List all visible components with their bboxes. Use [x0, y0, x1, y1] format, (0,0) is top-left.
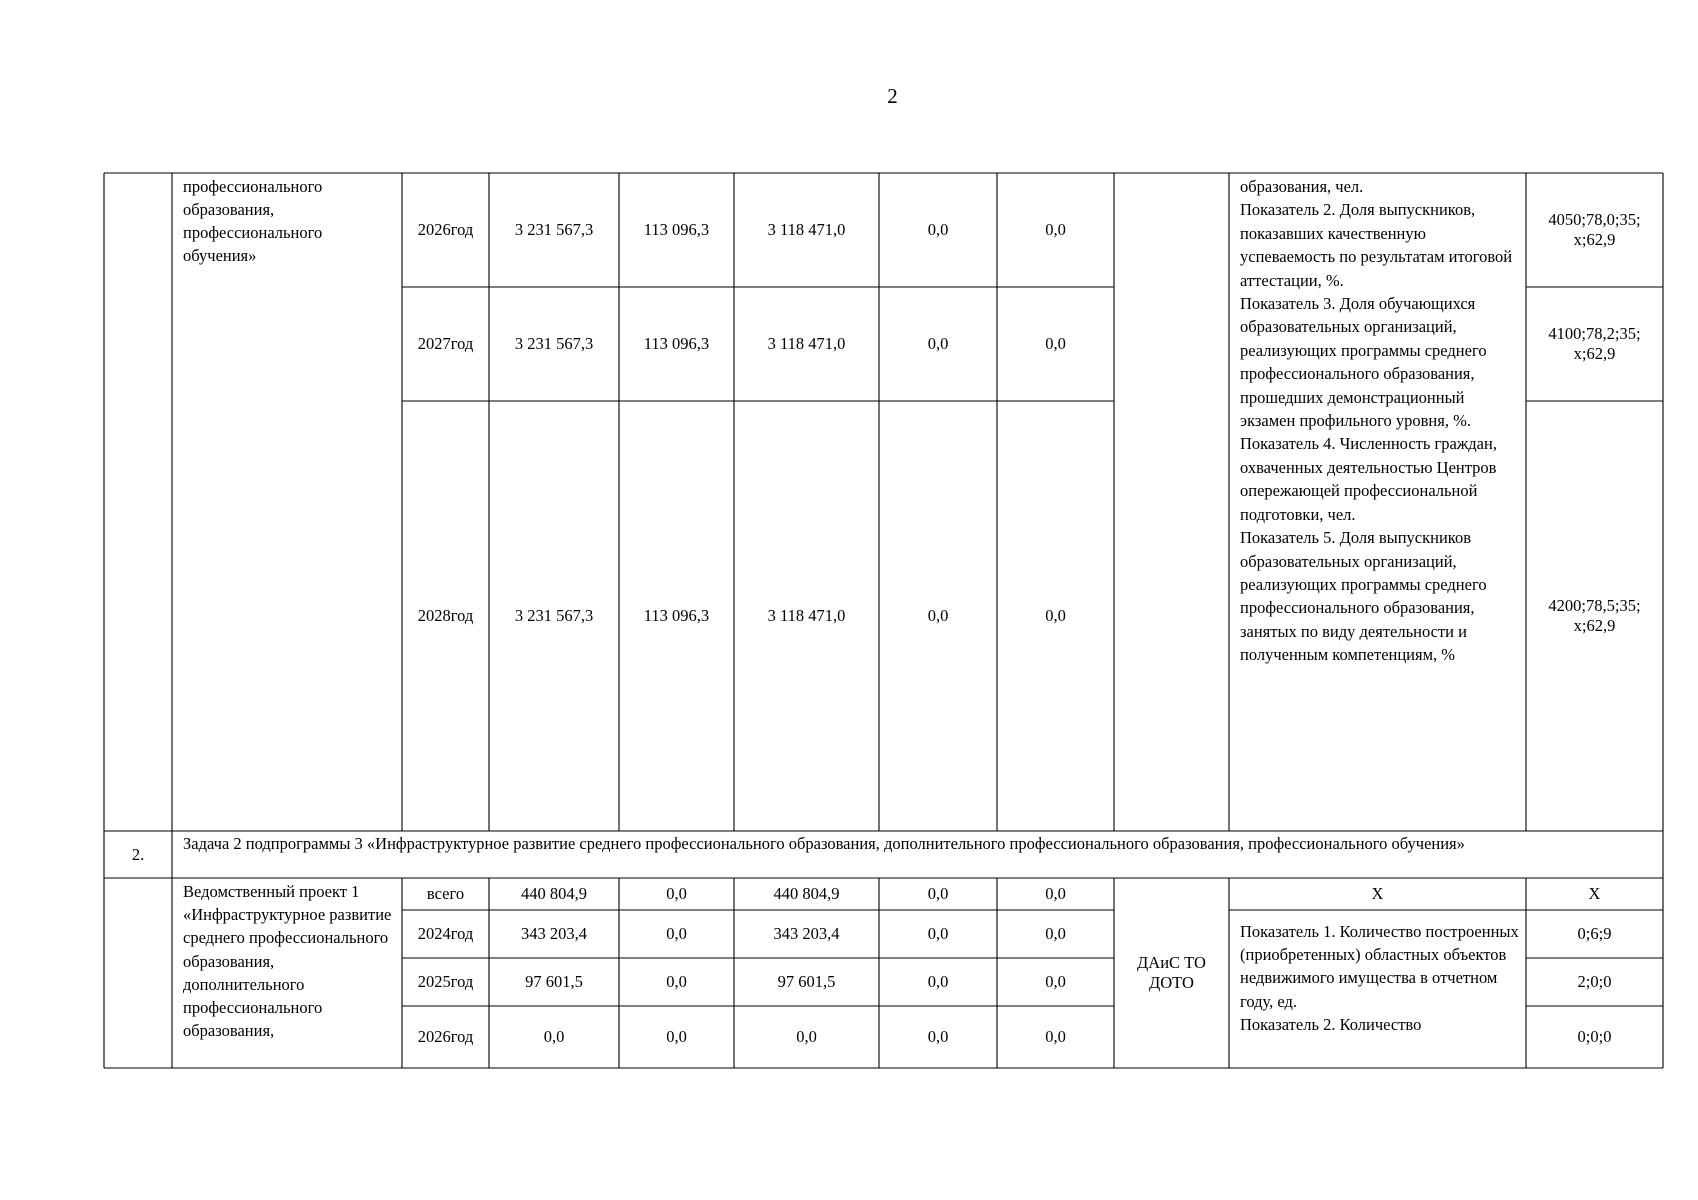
municipal-value: 0,0	[927, 972, 949, 992]
target-values: 0;0;0	[1577, 1027, 1612, 1047]
target-values: 4100;78,2;35; х;62,9	[1548, 323, 1641, 363]
municipal-value: 0,0	[927, 606, 949, 626]
other-value: 0,0	[1045, 606, 1066, 626]
other-value: 0,0	[1045, 884, 1066, 904]
municipal-value: 0,0	[927, 924, 949, 944]
regional-value: 3 118 471,0	[767, 606, 846, 626]
year-label: 2024	[417, 923, 451, 943]
page-number: 2	[887, 84, 898, 108]
regional-value: 3 118 471,0	[767, 334, 846, 354]
year-label: 2025	[417, 971, 451, 991]
year-unit: год	[450, 333, 474, 353]
project-name: Ведомственный проект 1 «Инфраструктурное развитие среднего профессионального образования, дополнительного профессионального образования,	[183, 882, 392, 1041]
target-header: Х	[1588, 884, 1601, 904]
other-value: 0,0	[1045, 334, 1066, 354]
regional-value: 97 601,5	[777, 972, 836, 992]
target-values: 0;6;9	[1577, 924, 1612, 944]
regional-value: 343 203,4	[773, 924, 840, 944]
task-number: 2.	[131, 844, 145, 864]
municipal-value: 0,0	[927, 220, 949, 240]
federal-value: 0,0	[666, 972, 687, 992]
year-label: 2028	[417, 605, 451, 625]
total-value: 97 601,5	[525, 972, 583, 992]
federal-value: 113 096,3	[643, 606, 710, 626]
other-value: 0,0	[1045, 220, 1066, 240]
indicators-header: Х	[1371, 884, 1384, 904]
year-unit: год	[450, 1026, 474, 1046]
year-unit: год	[450, 971, 474, 991]
total-value: 3 231 567,3	[514, 606, 594, 626]
other-value: 0,0	[1045, 972, 1066, 992]
year-label: 2027	[417, 333, 451, 353]
regional-value: 3 118 471,0	[767, 220, 846, 240]
target-values: 2;0;0	[1577, 972, 1612, 992]
total-value: 440 804,9	[521, 884, 587, 904]
other-value: 0,0	[1045, 1027, 1066, 1047]
federal-value: 113 096,3	[643, 334, 710, 354]
year-cell	[402, 910, 489, 958]
municipal-value: 0,0	[927, 884, 949, 904]
year-unit: год	[450, 219, 474, 239]
year-unit: год	[450, 923, 474, 943]
year-unit: год	[450, 605, 474, 625]
executor: ДАиС ТО ДОТО	[1137, 952, 1206, 992]
year-cell	[402, 958, 489, 1006]
total-value: 343 203,4	[521, 924, 587, 944]
total-value: 0,0	[543, 1027, 565, 1047]
indicators-text: образования, чел. Показатель 2. Доля выпускников, показавших качественную успеваемость по результатам итоговой аттестации, %. Показатель 3. Доля обучающихся образовательных организаций, реализующих программы среднего профессионального образования, прошедших демонстрационный экзамен профильного уровня, %. Показатель 4. Численность граждан, охваченных деятельностью Центров опережающей профессиональной подготовки, чел. Показатель 5. Доля выпускников образовательных организаций, реализующих программы среднего профессионального образования, занятых по виду деятельности и полученным компетенциям, %	[1240, 177, 1513, 665]
other-value: 0,0	[1045, 924, 1066, 944]
year-label: всего	[426, 884, 465, 904]
municipal-value: 0,0	[927, 1027, 949, 1047]
project-name-continued: профессионального образования, профессионального обучения»	[183, 177, 323, 266]
federal-value: 0,0	[666, 924, 687, 944]
year-cell	[402, 1006, 489, 1068]
target-values: 4200;78,5;35; х;62,9	[1548, 595, 1641, 635]
regional-value: 440 804,9	[773, 884, 840, 904]
total-value: 3 231 567,3	[514, 334, 594, 354]
target-values: 4050;78,0;35; х;62,9	[1548, 209, 1641, 249]
total-value: 3 231 567,3	[514, 220, 594, 240]
year-label: 2026	[417, 1026, 451, 1046]
federal-value: 0,0	[666, 884, 687, 904]
year-cell	[402, 401, 489, 831]
federal-value: 0,0	[666, 1027, 687, 1047]
year-cell	[402, 287, 489, 401]
regional-value: 0,0	[796, 1027, 817, 1047]
indicators-text: Показатель 1. Количество построенных (приобретенных) областных объектов недвижимого имущества в отчетном году, ед. Показатель 2. Количество	[1240, 922, 1519, 1034]
task-title: Задача 2 подпрограммы 3 «Инфраструктурное развитие среднего профессионального образования, дополнительного профессионального образования, профессионального обучения»	[183, 834, 1465, 853]
year-cell	[402, 173, 489, 287]
federal-value: 113 096,3	[643, 220, 710, 240]
municipal-value: 0,0	[927, 334, 949, 354]
year-label: 2026	[417, 219, 451, 239]
